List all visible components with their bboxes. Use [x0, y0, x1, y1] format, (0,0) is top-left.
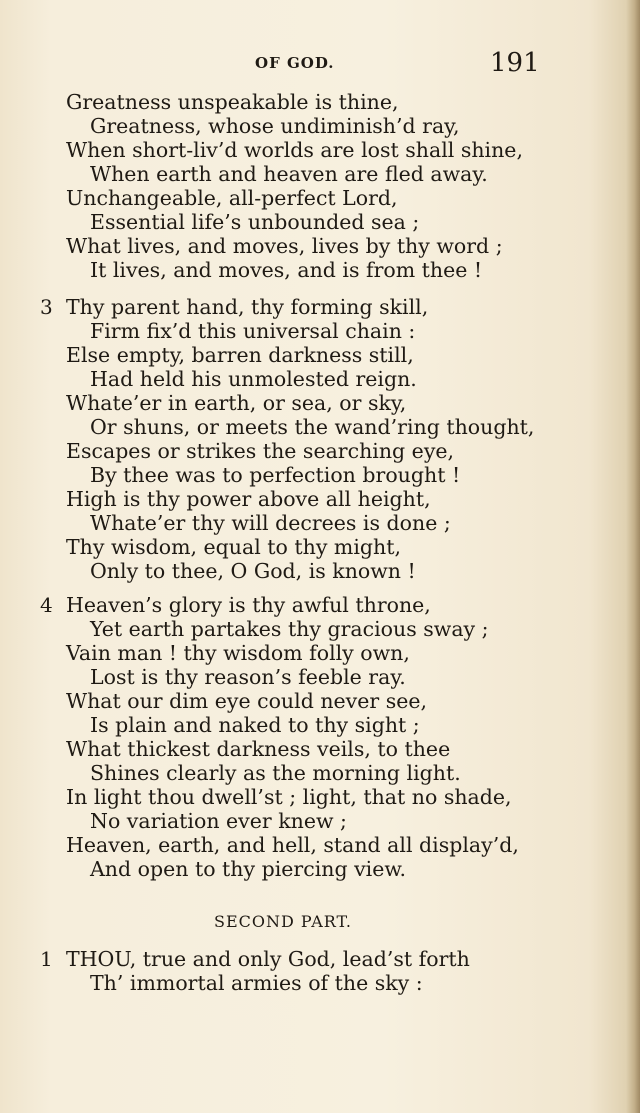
section-title: SECOND PART. — [214, 912, 352, 931]
stanza-number: 4 — [40, 593, 53, 617]
verse-line: Thy parent hand, thy forming skill, — [66, 295, 429, 319]
verse-line: What thickest darkness veils, to thee — [66, 737, 451, 761]
verse-line: No variation ever knew ; — [90, 809, 347, 833]
page-edge-shadow — [626, 0, 640, 1113]
verse-line: Yet earth partakes thy gracious sway ; — [90, 617, 489, 641]
verse-line: Only to thee, O God, is known ! — [90, 559, 416, 583]
verse-line: When earth and heaven are fled away. — [90, 162, 488, 186]
verse-line: Shines clearly as the morning light. — [90, 761, 461, 785]
verse-line: What lives, and moves, lives by thy word ; — [66, 234, 503, 258]
verse-line: Thy wisdom, equal to thy might, — [66, 535, 401, 559]
verse-line: Heaven, earth, and hell, stand all display’d, — [66, 833, 519, 857]
verse-line: Greatness unspeakable is thine, — [66, 90, 399, 114]
verse-line: Firm fix’d this universal chain : — [90, 319, 416, 343]
verse-line: Heaven’s glory is thy awful throne, — [66, 593, 431, 617]
verse-line: Is plain and naked to thy sight ; — [90, 713, 420, 737]
verse-line: By thee was to perfection brought ! — [90, 463, 461, 487]
running-head — [0, 48, 640, 78]
verse-line: Lost is thy reason’s feeble ray. — [90, 665, 406, 689]
verse-line: Th’ immortal armies of the sky : — [90, 971, 423, 995]
verse-line: Whate’er thy will decrees is done ; — [90, 511, 451, 535]
verse-line: Whate’er in earth, or sea, or sky, — [66, 391, 407, 415]
verse-line: Escapes or strikes the searching eye, — [66, 439, 455, 463]
verse-line: High is thy power above all height, — [66, 487, 431, 511]
verse-line: Or shuns, or meets the wand’ring thought, — [90, 415, 535, 439]
verse-line: THOU, true and only God, lead’st forth — [66, 947, 470, 971]
stanza-number: 1 — [40, 947, 53, 971]
verse-line: Else empty, barren darkness still, — [66, 343, 414, 367]
verse-line: Essential life’s unbounded sea ; — [90, 210, 420, 234]
verse-line: And open to thy piercing view. — [90, 857, 406, 881]
verse-line: Vain man ! thy wisdom folly own, — [66, 641, 410, 665]
verse-line: Had held his unmolested reign. — [90, 367, 417, 391]
verse-line: Greatness, whose undiminish’d ray, — [90, 114, 460, 138]
verse-line: It lives, and moves, and is from thee ! — [90, 258, 483, 282]
verse-line: Unchangeable, all-perfect Lord, — [66, 186, 398, 210]
verse-line: What our dim eye could never see, — [66, 689, 427, 713]
verse-line: In light thou dwell’st ; light, that no shade, — [66, 785, 512, 809]
page-number: 191 — [490, 48, 540, 78]
stanza-number: 3 — [40, 295, 53, 319]
running-head-title: OF GOD. — [255, 54, 335, 72]
verse-line: When short-liv’d worlds are lost shall shine, — [66, 138, 523, 162]
